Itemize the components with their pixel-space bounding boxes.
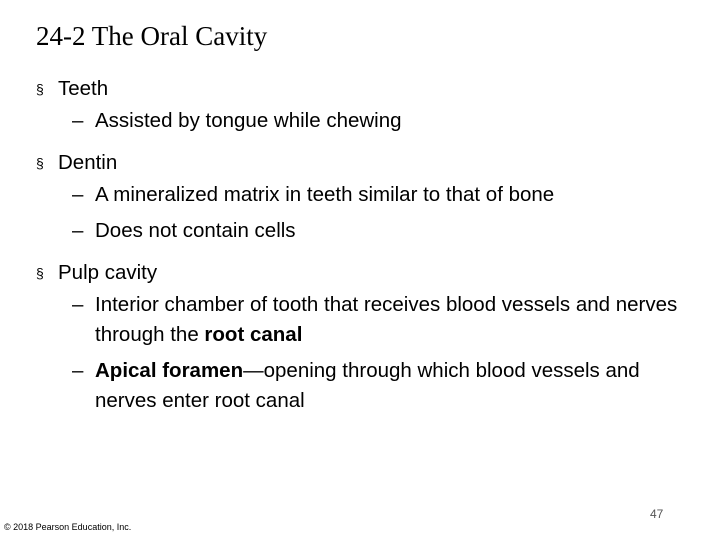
sub-point-text: A mineralized matrix in teeth similar to that of bone: [95, 183, 555, 206]
heading-text: Pulp cavity: [58, 261, 158, 284]
sub-point: [36, 290, 686, 350]
term-root-canal: root canal: [204, 323, 303, 346]
dash-marker: –: [72, 183, 84, 206]
slide-content: [36, 72, 686, 426]
sub-point: [36, 180, 686, 210]
heading-text: Dentin: [58, 151, 118, 174]
sub-point-text: Interior chamber of tooth that receives blood vessels and nerves through the: [95, 293, 678, 346]
section-pulp-cavity: [36, 256, 686, 416]
dash-marker: –: [72, 293, 84, 316]
sub-point: [36, 106, 686, 136]
dash-marker: –: [72, 359, 84, 382]
bullet-marker-icon: §: [36, 265, 44, 281]
heading-text: Teeth: [58, 77, 109, 100]
bullet-marker-icon: §: [36, 81, 44, 97]
section-dentin: [36, 146, 686, 246]
dash-marker: –: [72, 219, 84, 242]
section-heading: [36, 72, 686, 106]
section-heading: [36, 146, 686, 180]
dash-marker: –: [72, 109, 84, 132]
sub-point: [36, 216, 686, 246]
sub-point-text: Assisted by tongue while chewing: [95, 109, 402, 132]
sub-point-text-tail: —opening through which blood vessels and nerves enter root canal: [95, 359, 640, 412]
copyright-footer: © 2018 Pearson Education, Inc.: [4, 522, 132, 532]
page-number: 47: [650, 507, 664, 521]
section-heading: [36, 256, 686, 290]
slide-title: 24-2 The Oral Cavity: [36, 21, 268, 51]
bullet-marker-icon: §: [36, 155, 44, 171]
sub-point: [36, 356, 686, 416]
term-apical-foramen: Apical foramen: [95, 359, 244, 382]
section-teeth: [36, 72, 686, 136]
sub-point-text: Does not contain cells: [95, 219, 296, 242]
